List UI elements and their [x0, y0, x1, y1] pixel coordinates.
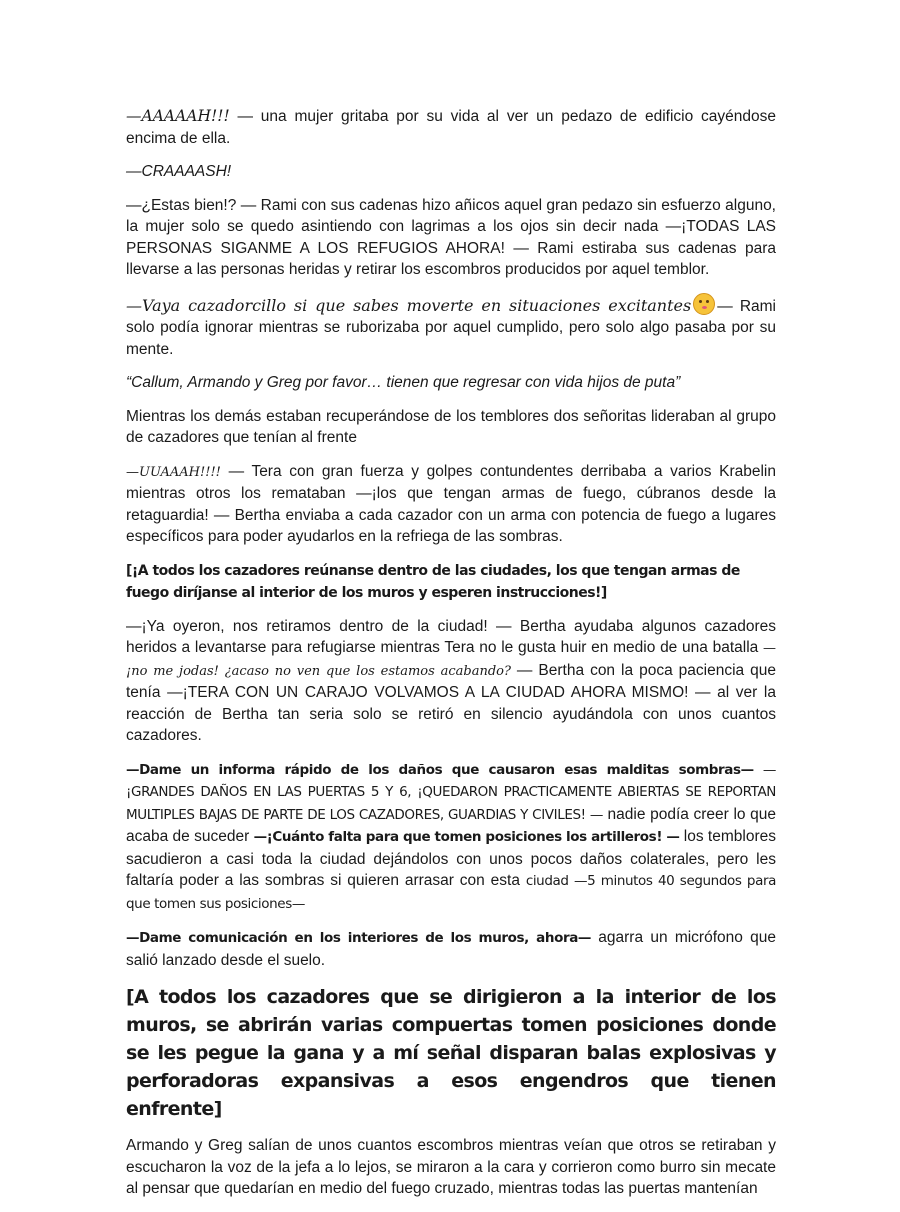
shout-text: —AAAAAH!!!	[126, 107, 230, 125]
paragraph-compliment	[126, 293, 776, 361]
paragraph-thought: “Callum, Armando y Greg por favor… tienen que regresar con vida hijos de puta”	[126, 374, 681, 391]
report-dialogue: —¡GRANDES DAÑOS EN LAS PUERTAS 5 Y 6, ¡QUEDARON PRACTICAMENTE ABIERTAS SE REPORTAN MULTIPLES BAJAS DE PARTE DE LOS CAZADORES, GUARDIAS Y CIVILES! —	[126, 761, 777, 823]
script-dialogue: —Vaya cazadorcillo si que sabes moverte en situaciones excitantes	[126, 295, 692, 315]
narration-text: — Bertha con la poca paciencia que tenía —¡TERA CON UN CARAJO VOLVAMOS A LA CIUDAD AHORA MISMO! — al ver la reacción de Bertha tan seria solo se retiró en silencio ayudándola con unos cuantos cazadores.	[126, 661, 777, 744]
bold-dialogue: —¡Cuánto falta para que tomen posiciones los artilleros! —	[253, 829, 680, 845]
paragraph-armando-greg: Armando y Greg salían de unos cuantos escombros mientras veían que otros se retiraban y escucharon la voz de la jefa a lo lejos, se miraron a la cara y corrieron como burro sin mecate al pensar que quedarían en medio del fuego cruzado, mientras todas las puertas mantenían	[126, 1137, 776, 1197]
paragraph-tera-fight	[126, 461, 776, 548]
announcement-2: [A todos los cazadores que se dirigieron a la interior de los muros, se abrirán varias compuertas tomen posiciones donde se les pegue la gana y a mí señal disparan balas explosivas y perforadoras expansivas a esos engendros que tienen enfrente]	[126, 986, 776, 1120]
paragraph-crash: —CRAAAASH!	[126, 163, 232, 180]
document-page	[126, 106, 776, 1212]
narration-text: — Rami solo podía ignorar mientras se ruborizaba por aquel cumplido, pero solo algo pasaba por su mente.	[126, 297, 776, 358]
handwritten-dialogue: —¡no me jodas! ¿acaso no ven que los estamos acabando?	[126, 641, 776, 679]
announcement-1: [¡A todos los cazadores reúnanse dentro de las ciudades, los que tengan armas de fuego diríjanse al interior de los muros y esperen instrucciones!]	[126, 562, 740, 601]
paragraph-damage-report	[126, 759, 776, 916]
narration-text: — una mujer gritaba por su vida al ver un pedazo de edificio cayéndose encima de ella.	[126, 108, 776, 147]
paragraph-microphone	[126, 927, 776, 971]
bold-dialogue: —Dame comunicación en los interiores de los muros, ahora—	[126, 930, 592, 946]
shout-text: —UUAAAH!!!!	[126, 464, 221, 480]
narration-text: agarra un micrófono que salió lanzado desde el suelo.	[126, 929, 776, 969]
paragraph-scream	[126, 106, 776, 149]
narration-text: —¡Ya oyeron, nos retiramos dentro de la ciudad! — Bertha ayudaba algunos cazadores heridos a levantarse para refugiarse mientras Tera no le gusta huir en medio de una batalla	[126, 617, 776, 656]
paragraph-rami-rescue: —¿Estas bien!? — Rami con sus cadenas hizo añicos aquel gran pedazo sin esfuerzo alguno, la mujer solo se quedo asintiendo con lagrimas a los ojos sin decir nada —¡TODAS LAS PERSONAS SIGANME A LOS REFUGIOS AHORA! — Rami estiraba sus cadenas para llevarse a las personas heridas y retirar los escombros producidos por aquel temblor.	[126, 196, 776, 278]
report-dialogue: ciudad —5 minutos 40 segundos para que tomen sus posiciones—	[126, 873, 777, 912]
bold-dialogue: —Dame un informa rápido de los daños que causaron esas malditas sombras—	[126, 761, 754, 778]
paragraph-leaders: Mientras los demás estaban recuperándose de los temblores dos señoritas lideraban al grupo de cazadores que tenían al frente	[126, 407, 776, 446]
narration-text: — Tera con gran fuerza y golpes contundentes derribaba a varios Krabelin mientras otros los remataban —¡los que tengan armas de fuego, cúbranos desde la retaguardia! — Bertha enviaba a cada cazador con un arma con potencia de fuego a lugares específicos para poder ayudarlos en la refriega de las sombras.	[126, 462, 776, 545]
narration-text: nadie podía creer lo que acaba de suceder	[126, 805, 776, 845]
winking-kiss-emoji-icon	[693, 293, 715, 315]
narration-text: los temblores sacudieron a casi toda la ciudad dejándolos con unos pocos daños colaterales, pero les faltaría poder a las sombras si quieren arrasar con esta	[126, 828, 776, 889]
paragraph-retreat	[126, 616, 776, 747]
